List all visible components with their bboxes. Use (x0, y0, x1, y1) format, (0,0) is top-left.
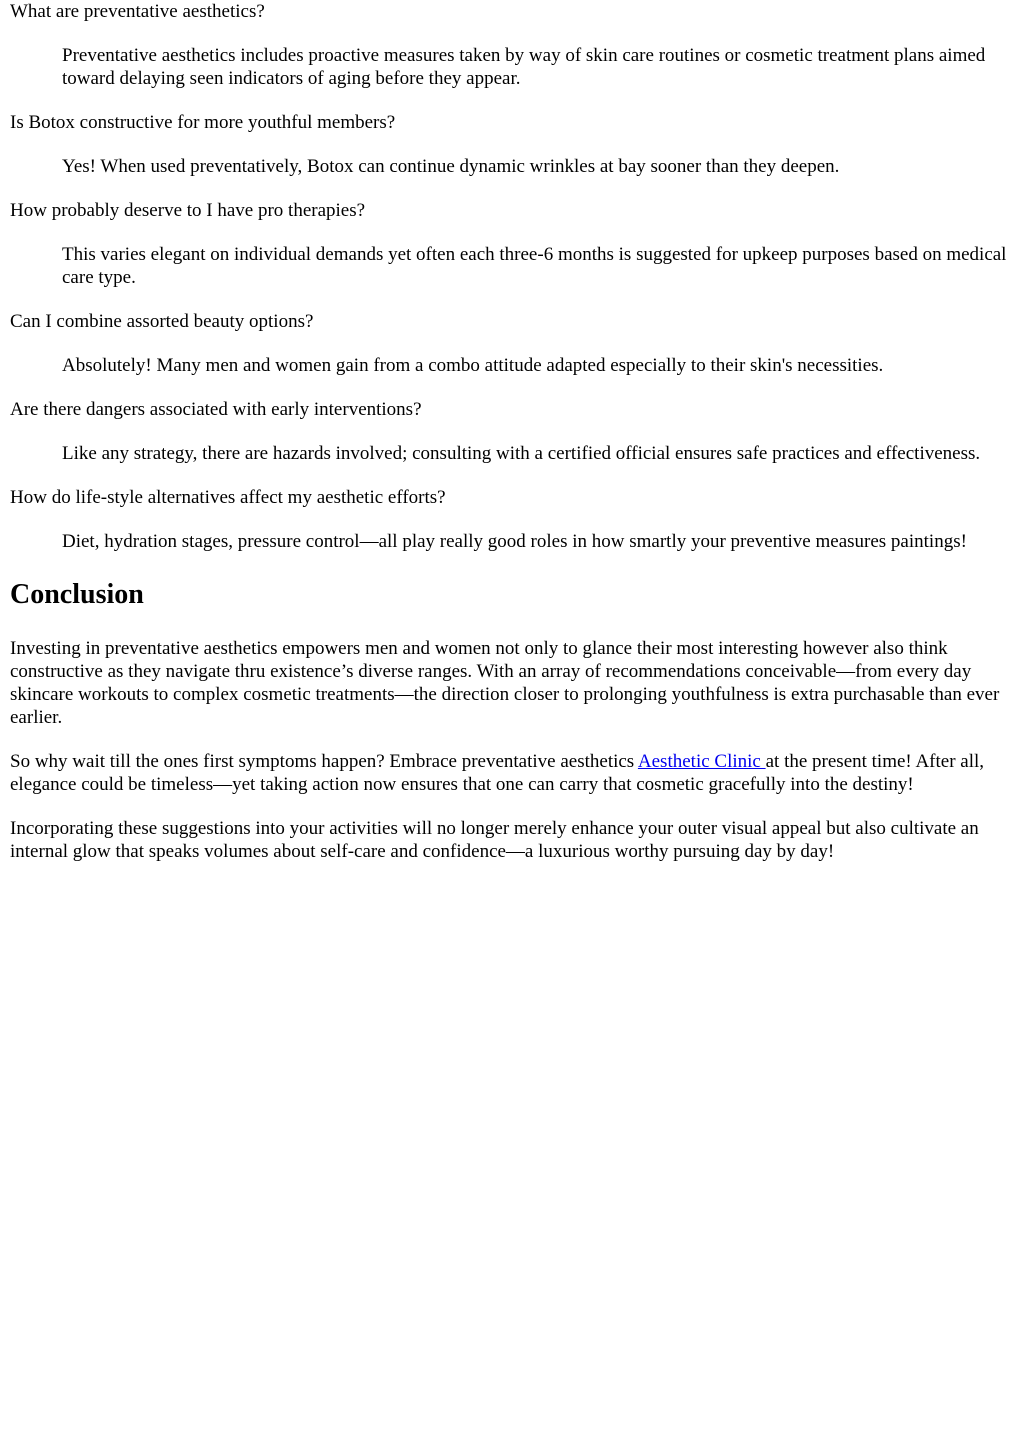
faq-question: Can I combine assorted beauty options? (10, 311, 314, 332)
paragraph-2-text-after-link: at the present time! After all, elegance could be timeless—yet taking action now ensures that one can carry that cosmetic gracefully into the destiny! (10, 751, 985, 795)
faq-answer: Diet, hydration stages, pressure control—all play really good roles in how smartly your preventive measures paintings! (62, 531, 967, 552)
paragraph-2-text-before-link: So why wait till the ones first symptoms happen? Embrace preventative aesthetics (10, 751, 638, 772)
conclusion-paragraph-3: Incorporating these suggestions into your activities will no longer merely enhance your outer visual appeal but also cultivate an internal glow that speaks volumes about self-care and confidence—a luxurious worthy pursuing day by day! (10, 818, 979, 862)
conclusion-paragraph-2 (10, 750, 1014, 796)
aesthetic-clinic-link[interactable]: Aesthetic Clinic (637, 751, 766, 772)
faq-question: How probably deserve to I have pro therapies? (10, 200, 366, 221)
faq-question: Is Botox constructive for more youthful members? (10, 112, 396, 133)
faq-question: What are preventative aesthetics? (10, 1, 265, 22)
faq-question: How do life-style alternatives affect my aesthetic efforts? (10, 487, 446, 508)
conclusion-paragraph-1: Investing in preventative aesthetics empowers men and women not only to glance their most interesting however also think constructive as they navigate thru existence’s diverse ranges. With an array of recommendations conceivable—from every day skincare workouts to complex cosmetic treatments—the direction closer to prolonging youthfulness is extra purchasable than ever earlier. (10, 638, 1000, 728)
faq-answer: Preventative aesthetics includes proactive measures taken by way of skin care routines or cosmetic treatment plans aimed toward delaying seen indicators of aging before they appear. (62, 45, 986, 89)
faq-answer: This varies elegant on individual demands yet often each three-6 months is suggested for upkeep purposes based on medical care type. (62, 244, 1007, 288)
faq-answer: Like any strategy, there are hazards involved; consulting with a certified official ensures safe practices and effectiveness. (62, 443, 981, 464)
conclusion-heading: Conclusion (10, 579, 144, 610)
faq-answer: Yes! When used preventatively, Botox can continue dynamic wrinkles at bay sooner than they deepen. (62, 156, 840, 177)
faq-list (10, 0, 1014, 553)
faq-question: Are there dangers associated with early interventions? (10, 399, 422, 420)
faq-answer: Absolutely! Many men and women gain from a combo attitude adapted especially to their skin's necessities. (62, 355, 884, 376)
